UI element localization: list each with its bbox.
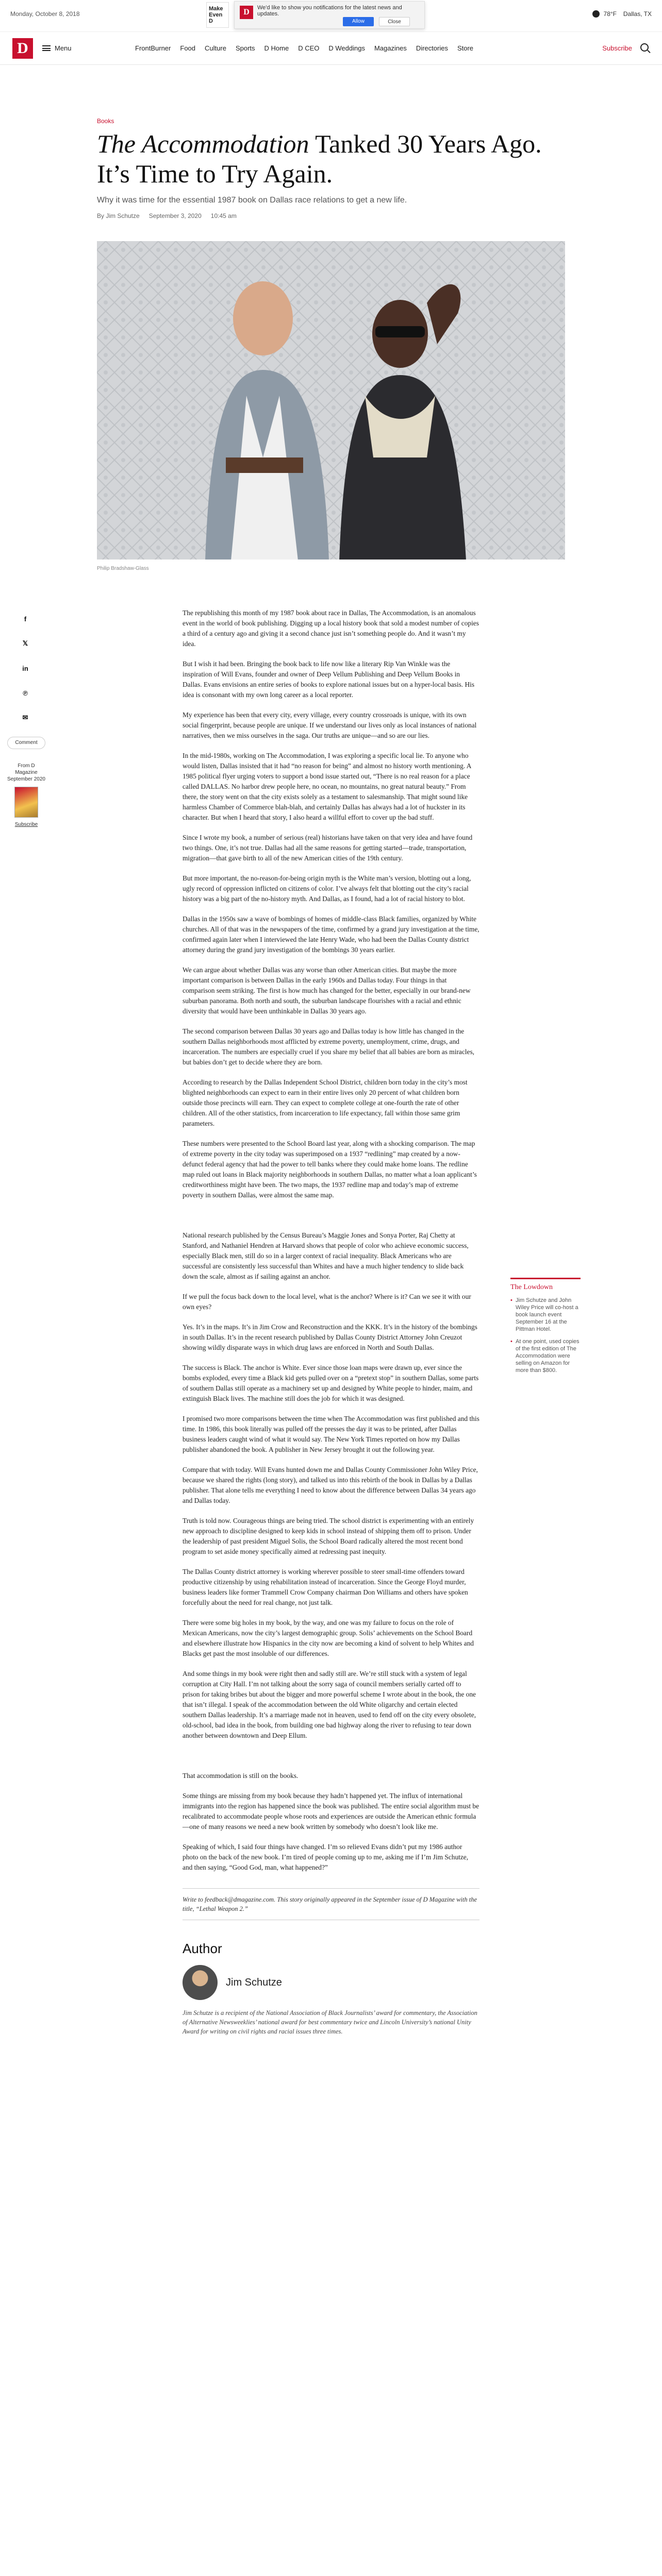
body-paragraph: Some things are missing from my book because they hadn’t happened yet. The influx of international immigrants into the region has happened since the book was published. The entire social algorithm must be recalibrated to accommodate people whose roots and experiences are outside the American ethnic formula—one of many reasons we need a new book written by somebody who doesn’t look like me. (183, 1792, 479, 1831)
byline-time: 10:45 am (210, 212, 237, 219)
body-paragraph: My experience has been that every city, every village, every country crossroads is unique, with its own social fingerprint, because people are unique. If we understand our lives only as local instances of national narratives, then we miss ourselves in the saga. Our truths are unique—and so are our lies. (183, 711, 477, 739)
hero-photo-illustration (97, 241, 565, 560)
byline-date: September 3, 2020 (148, 212, 202, 219)
body-paragraph: These numbers were presented to the School Board last year, along with a shocking comparison. The map of extreme poverty in the city today was superimposed on a 1937 “redlining” map created by a now-defunct federal agency that had the power to tell banks where they could make home loans. The redline map ruled out loans in Black majority neighborhoods in southern Dallas, no matter what a loan applicant’s creditworthiness might have been. The two maps, the 1937 redline map and today’s map of extreme poverty in southern Dallas, were almost the same map. (183, 1140, 477, 1199)
push-text: We'd like to show you notifications for the latest news and updates. (257, 5, 402, 17)
menu-label: Menu (55, 44, 72, 52)
body-paragraph: But more important, the no-reason-for-being origin myth is the White man’s version, blotting out a long, ugly record of oppression inflicted on citizens of color. I’ve always felt that blotting out the city’s racial history was a big part of the no-history myth. And Dallas, as I found, had a lot of racial history to blot. (183, 874, 471, 903)
body-paragraph: Truth is told now. Courageous things are being tried. The school district is experimenting with an entirely new approach to discipline designed to keep kids in school instead of shipping them off to prison. Under the leadership of past president Miguel Solis, the School Board radically altered the most recent bond program to set aside money specifically aimed at redressing past inequity. (183, 1517, 474, 1555)
body-paragraph: We can argue about whether Dallas was any worse than other American cities. But maybe the more important comparison is between Dallas in the early 1960s and Dallas today. Four things in that comparison seem striking. The first is how much has changed for the better, especially in our brand-new suburban panorama. Both north and south, the suburban landscape flourishes with a racial and ethnic diversity that would have been unthinkable in Dallas 30 years ago. (183, 966, 471, 1015)
body-paragraph: The success is Black. The anchor is White. Ever since those loan maps were drawn up, ever since the bombs exploded, every time a Black kid gets pulled over on a “pretext stop” in southern Dallas, some parts of southern Dallas still operate as a machinery set up and designed by White people to hinder, maim, and extinguish Black lives. The machine still does the job for which it was designed. (183, 1364, 479, 1402)
d-magazine-logo[interactable]: D (12, 38, 33, 59)
body-paragraph: According to research by the Dallas Independent School District, children born today in the city’s most blighted neighborhoods can expect to earn in their entire lives only 20 percent of what children born outside those precincts will earn. They can expect to complete college at one-fourth the rate of other children. All of the other statistics, from incarceration to life expectancy, fall within those same grim parameters. (183, 1078, 468, 1127)
category-kicker[interactable]: Books (97, 117, 114, 125)
nav-link-food[interactable]: Food (180, 44, 196, 52)
nav-link-sports[interactable]: Sports (235, 44, 255, 52)
hero-caption: Philip Bradshaw-Glass (97, 566, 149, 571)
issue-label: From D Magazine September 2020 (7, 763, 45, 782)
body-paragraph: Speaking of which, I said four things have changed. I’m so relieved Evans didn’t put my 1986 author photo on the back of the new book. I’m tired of people coming up to me, asking me if I’m Jim Schutze, and then saying, “Good God, man, what happened?” (183, 1843, 469, 1871)
body-paragraph: The second comparison between Dallas 30 years ago and Dallas today is how little has changed in the southern Dallas neighborhoods most afflicted by extreme poverty, unemployment, crime, drugs, and incarceration. The numbers are especially cruel if you share my belief that all babies are born as miracles, but babies don’t get to decide where they are born. (183, 1027, 475, 1066)
main-nav (0, 32, 662, 65)
comment-button[interactable]: Comment (7, 737, 45, 749)
nav-links (135, 44, 473, 52)
nav-link-frontburner[interactable]: FrontBurner (135, 44, 171, 52)
body-paragraph: And some things in my book were right then and sadly still are. We’re still stuck with a system of legal corruption at City Hall. I’m not talking about the sorry saga of council members serially carted off to prison for taking bribes but about the bigger and more powerful scheme I wrote about in the book, the one that isn’t illegal. I speak of the accommodation between the old White oligarchy and certain elected southern Dallas leadership. It’s a marriage made not in heaven, used to fend off on the city every obsolete, old-school, bad idea in the book, from building one bad highway along the river to refusing to tear down another between downtown and Deep Ellum. (183, 1670, 476, 1739)
hero-image (97, 241, 565, 560)
nav-link-culture[interactable]: Culture (205, 44, 226, 52)
nav-link-d-weddings[interactable]: D Weddings (328, 44, 365, 52)
author-heading: Author (183, 1941, 222, 1956)
push-dialog (234, 1, 425, 29)
body-paragraph: But I wish it had been. Bringing the book back to life now like a literary Rip Van Winkle was the inspiration of Will Evans, founder and owner of Deep Vellum Publishing and Deep Vellum Books in Dallas. Evans envisions an entire series of books to explore national issues but on a hyper-local basis. His idea is consonant with my own long career as a local reporter. (183, 660, 475, 699)
close-notifications-button[interactable]: Close (379, 17, 410, 26)
body-paragraph: Dallas in the 1950s saw a wave of bombings of homes of middle-class Black families, organized by White churches. All of that was in the newspapers of the time, confirmed by a grand jury investigation at the time, confirmed again later when I interviewed the late Henry Wade, who had been the Dallas County district attorney during the grand jury investigation of the bombings 30 years earlier. (183, 915, 479, 954)
search-icon[interactable] (640, 43, 649, 52)
body-paragraph: There were some big holes in my book, by the way, and one was my failure to focus on the role of Mexican Americans, now the city’s largest demographic group. Solis’ achievements on the School Board and elsewhere illustrate how Hispanics in the city now are becoming a kind of solvent to help Whites and Blacks get past the most insoluble of our differences. (183, 1619, 474, 1657)
lowdown-sidebar (510, 1278, 581, 1379)
facebook-icon[interactable]: f (24, 615, 27, 623)
nav-link-d-home[interactable]: D Home (264, 44, 289, 52)
magazine-cover-thumbnail[interactable] (14, 787, 38, 818)
body-paragraph: If we pull the focus back down to the local level, what is the anchor? Where is it? Can we see it with our own eyes? (183, 1293, 471, 1311)
city: Dallas, TX (623, 10, 652, 18)
top-bar (0, 0, 662, 32)
temperature: 78°F (603, 10, 617, 18)
nav-link-store[interactable]: Store (457, 44, 474, 52)
weather-icon (592, 10, 600, 18)
author-card[interactable] (183, 1965, 479, 2000)
share-rail (7, 613, 45, 827)
pinterest-icon[interactable]: ℗ (23, 689, 28, 697)
nav-link-directories[interactable]: Directories (416, 44, 448, 52)
author-name[interactable]: Jim Schutze (226, 1976, 282, 1988)
body-paragraph: I promised two more comparisons between the time when The Accommodation was first published and this time. In 1986, this book literally was pulled off the presses the day it was to be printed, after Dallas business leaders caught wind of what it would say. The New York Times reported on how my Dallas publisher abandoned the book. A publisher in New Jersey brought it out the following year. (183, 1415, 479, 1453)
list-item: • At one point, used copies of the first edition of The Accommodation were selling on Amazon for more than $800. (510, 1338, 581, 1374)
article-dek: Why it was time for the essential 1987 book on Dallas race relations to get a new life. (97, 196, 407, 205)
author-bio: Jim Schutze is a recipient of the National Association of Black Journalists’ award for commentary, the Association of Alternative Newsweeklies’ national award for best commentary twice and Lincoln University’s national Unity Award for writing on civil rights and racial issues three times. (183, 2009, 477, 2035)
article-header (97, 117, 561, 219)
body-paragraph: The republishing this month of my 1987 book about race in Dallas, The Accommodation, is an anomalous event in the world of book publishing. Digging up a local history book that sold a modest number of copies a third of a century ago and giving it a second chance just isn’t something people do. And it wasn’t my idea. (183, 609, 479, 648)
body-paragraph: Since I wrote my book, a number of serious (real) historians have taken on that very idea and have found two things. One, it’s not true. Dallas had all the same reasons for getting started—trade, transportation, migration—that gave birth to all of the new American cities of the 19th century. (183, 834, 473, 862)
linkedin-icon[interactable]: in (22, 664, 28, 672)
list-item: • Jim Schutze and John Wiley Price will co-host a book launch event September 16 at the Pittman Hotel. (510, 1297, 581, 1333)
body-paragraph: Compare that with today. Will Evans hunted down me and Dallas County Commissioner John Wiley Price, because we shared the rights (long story), and talked us into this rebirth of the book in Dallas by a Dallas publisher. That alone tells me everything I need to know about the difference between Dallas 34 years ago and Dallas today. (183, 1466, 478, 1504)
body-paragraph: National research published by the Census Bureau’s Maggie Jones and Sonya Porter, Raj Chetty at Stanford, and Nathaniel Hendren at Harvard shows that people of color who achieve economic success, especially Black men, still do so in a larger context of racial inequality. Black Americans who are successful are consistently less successful than Whites and have a much higher tendency to slide back down the scale, almost as if sailing against an anchor. (183, 1231, 469, 1280)
subscribe-rail-link[interactable]: Subscribe (14, 822, 38, 827)
nav-link-magazines[interactable]: Magazines (374, 44, 407, 52)
body-paragraph: That accommodation is still on the books. (183, 1772, 299, 1780)
twitter-icon[interactable]: 𝕏 (22, 639, 28, 647)
notification-prompt (206, 0, 443, 30)
body-paragraph: Yes. It’s in the maps. It’s in Jim Crow and Reconstruction and the KKK. It’s in the history of the bombings in south Dallas. It’s in the recent research published by Dallas County District Attorney John Creuzot showing wildly disparate ways in which drug laws are enforced in North and South Dallas. (183, 1323, 477, 1351)
sidebar-title: The Lowdown (510, 1283, 553, 1291)
weather (592, 10, 617, 18)
email-icon[interactable]: ✉ (22, 714, 28, 721)
d-logo-icon: D (240, 6, 253, 19)
byline (97, 212, 561, 219)
story-credit: Write to feedback@dmagazine.com. This story originally appeared in the September issue of D Magazine with the title, “Lethal Weapon 2.” (183, 1888, 479, 1920)
article-body (183, 608, 479, 2036)
allow-notifications-button[interactable]: Allow (343, 17, 374, 26)
current-date: Monday, October 8, 2018 (10, 10, 80, 18)
promo-logo: Make Even D (206, 2, 229, 28)
byline-author[interactable]: By Jim Schutze (97, 212, 140, 219)
body-paragraph: In the mid-1980s, working on The Accommodation, I was exploring a specific local lie. To anyone who would listen, Dallas insisted that it had “no reason for being” and almost no history worth mentioning. A 1985 political flyer urging voters to support a bond issue started out, “There is no real reason for a place called DALLAS. No harbor drew people here, no ocean, no mountains, no great natural beauty.” From there, the story went on that the city exists solely as a testament to salesmanship. That might sound like harmless Chamber of Commerce blah-blah, and certainly Dallas has always had a lot of huckster in its character. But when I heard that story, I also heard a willful effort to cover up the bad stuff. (183, 752, 471, 821)
body-paragraph: The Dallas County district attorney is working wherever possible to steer small-time offenders toward productive citizenship by using rehabilitation instead of incarceration. Since the George Floyd murder, business leaders like former Trammell Crow Company chairman Don Williams and others have spoken forcefully about the need for real change, not just talk. (183, 1568, 468, 1606)
hamburger-icon (42, 45, 51, 51)
avatar[interactable] (183, 1965, 218, 2000)
nav-link-d-ceo[interactable]: D CEO (298, 44, 320, 52)
subscribe-link[interactable]: Subscribe (602, 44, 632, 52)
menu-button[interactable] (42, 44, 72, 52)
article-title: The Accommodation Tanked 30 Years Ago. It’s Time to Try Again. (97, 129, 542, 188)
